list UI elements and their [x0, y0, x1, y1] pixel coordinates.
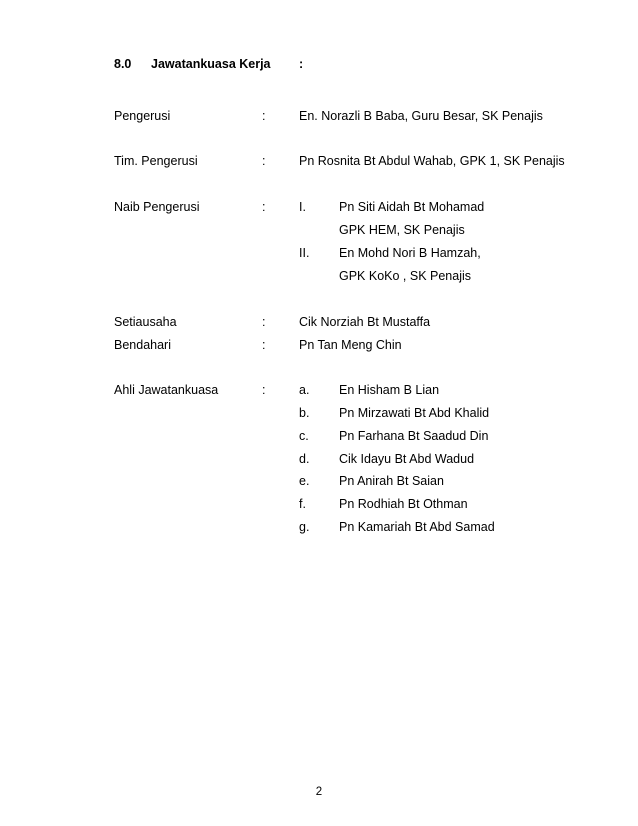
ahli-item-name: Pn Mirzawati Bt Abd Khalid — [339, 406, 490, 420]
bendahari-label: Bendahari — [114, 338, 171, 352]
naib-item-position: GPK KoKo , SK Penajis — [339, 269, 472, 283]
tim-pengerusi-label: Tim. Pengerusi — [114, 154, 198, 168]
ahli-colon: : — [262, 383, 266, 397]
ahli-item-marker: g. — [299, 520, 310, 534]
naib-item-position: GPK HEM, SK Penajis — [339, 223, 465, 237]
section-number: 8.0 — [114, 57, 132, 71]
bendahari-colon: : — [262, 338, 266, 352]
ahli-item-name: Pn Anirah Bt Saian — [339, 474, 444, 488]
ahli-item-name: Cik Idayu Bt Abd Wadud — [339, 452, 475, 466]
naib-item-marker: II. — [299, 246, 310, 260]
setiausaha-label: Setiausaha — [114, 315, 177, 329]
ahli-item-name: Pn Kamariah Bt Abd Samad — [339, 520, 495, 534]
naib-item-name: Pn Siti Aidah Bt Mohamad — [339, 200, 485, 214]
naib-pengerusi-label: Naib Pengerusi — [114, 200, 200, 214]
tim-pengerusi-value: Pn Rosnita Bt Abdul Wahab, GPK 1, SK Penajis — [299, 154, 565, 168]
ahli-item-marker: e. — [299, 474, 310, 488]
pengerusi-label: Pengerusi — [114, 109, 171, 123]
section-title: Jawatankuasa Kerja — [151, 57, 271, 71]
page-number: 2 — [315, 786, 323, 798]
ahli-item-marker: b. — [299, 406, 310, 420]
ahli-item-marker: a. — [299, 383, 310, 397]
setiausaha-value: Cik Norziah Bt Mustaffa — [299, 315, 431, 329]
pengerusi-value: En. Norazli B Baba, Guru Besar, SK Penajis — [299, 109, 543, 123]
bendahari-value: Pn Tan Meng Chin — [299, 338, 402, 352]
section-title-colon: : — [299, 57, 304, 71]
tim-pengerusi-colon: : — [262, 154, 266, 168]
ahli-item-marker: d. — [299, 452, 310, 466]
pengerusi-colon: : — [262, 109, 266, 123]
naib-item-marker: I. — [299, 200, 306, 214]
ahli-item-marker: c. — [299, 429, 309, 443]
ahli-item-name: En Hisham B Lian — [339, 383, 440, 397]
naib-pengerusi-colon: : — [262, 200, 266, 214]
setiausaha-colon: : — [262, 315, 266, 329]
naib-item-name: En Mohd Nori B Hamzah, — [339, 246, 481, 260]
ahli-item-name: Pn Farhana Bt Saadud Din — [339, 429, 489, 443]
ahli-item-marker: f. — [299, 497, 306, 511]
ahli-item-name: Pn Rodhiah Bt Othman — [339, 497, 468, 511]
ahli-label: Ahli Jawatankuasa — [114, 383, 219, 397]
